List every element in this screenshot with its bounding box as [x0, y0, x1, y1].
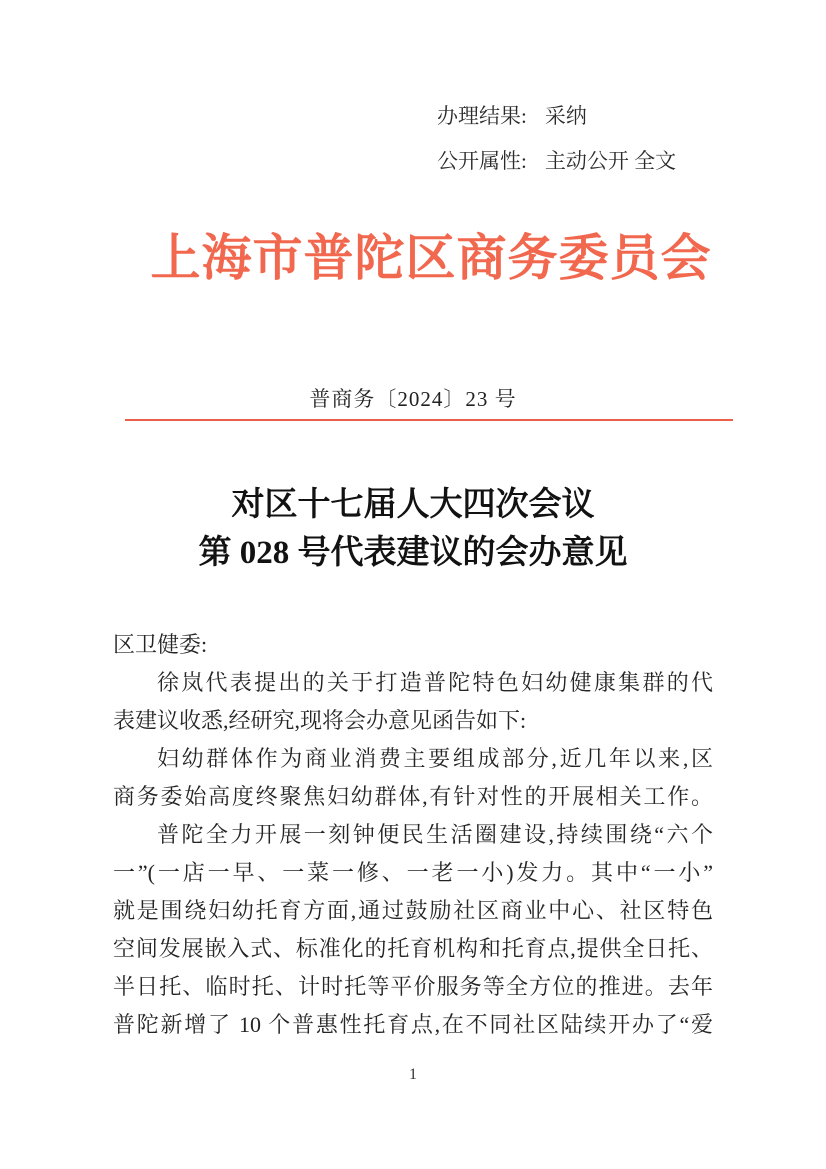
meta-block [437, 92, 676, 182]
document-title-line2: 第 028 号代表建议的会办意见 [198, 535, 628, 571]
document-title [0, 481, 826, 577]
body-line: 空间发展嵌入式、标准化的托育机构和托育点,提供全日托、 [113, 936, 713, 961]
body-line: 就是围绕妇幼托育方面,通过鼓励社区商业中心、社区特色 [113, 898, 713, 923]
document-number: 普商务〔2024〕23 号 [309, 387, 517, 411]
body-line: 商务委始高度终聚焦妇幼群体,有针对性的开展相关工作。 [113, 784, 713, 809]
body-text [113, 626, 713, 1044]
meta-row-publicity [437, 137, 676, 182]
document-title-line1: 对区十七届人大四次会议 [231, 487, 595, 523]
body-line: 一”(一店一早、一菜一修、一老一小)发力。其中“一小” [113, 860, 713, 885]
body-line: 半日托、临时托、计时托等平价服务等全方位的推进。去年 [113, 974, 713, 999]
meta-publicity-label: 公开属性: [437, 148, 527, 173]
body-line: 妇幼群体作为商业消费主要组成部分,近几年以来,区 [157, 746, 713, 771]
body-line: 徐岚代表提出的关于打造普陀特色妇幼健康集群的代 [157, 670, 713, 695]
letterhead-org-name: 上海市普陀区商务委员会 [150, 230, 712, 286]
meta-result-label: 办理结果: [437, 103, 527, 128]
body-line: 区卫健委: [113, 632, 208, 657]
body-line: 普陀新增了 10 个普惠性托育点,在不同社区陆续开办了“爱 [113, 1012, 713, 1037]
meta-result-value: 采纳 [544, 103, 587, 128]
page-number: 1 [409, 1066, 417, 1083]
body-line: 普陀全力开展一刻钟便民生活圈建设,持续围绕“六个 [157, 822, 713, 847]
body-line: 表建议收悉,经研究,现将会办意见函告如下: [113, 708, 527, 733]
meta-publicity-value: 主动公开 全文 [544, 148, 677, 173]
meta-row-result [437, 92, 676, 137]
red-divider-line [125, 419, 733, 421]
